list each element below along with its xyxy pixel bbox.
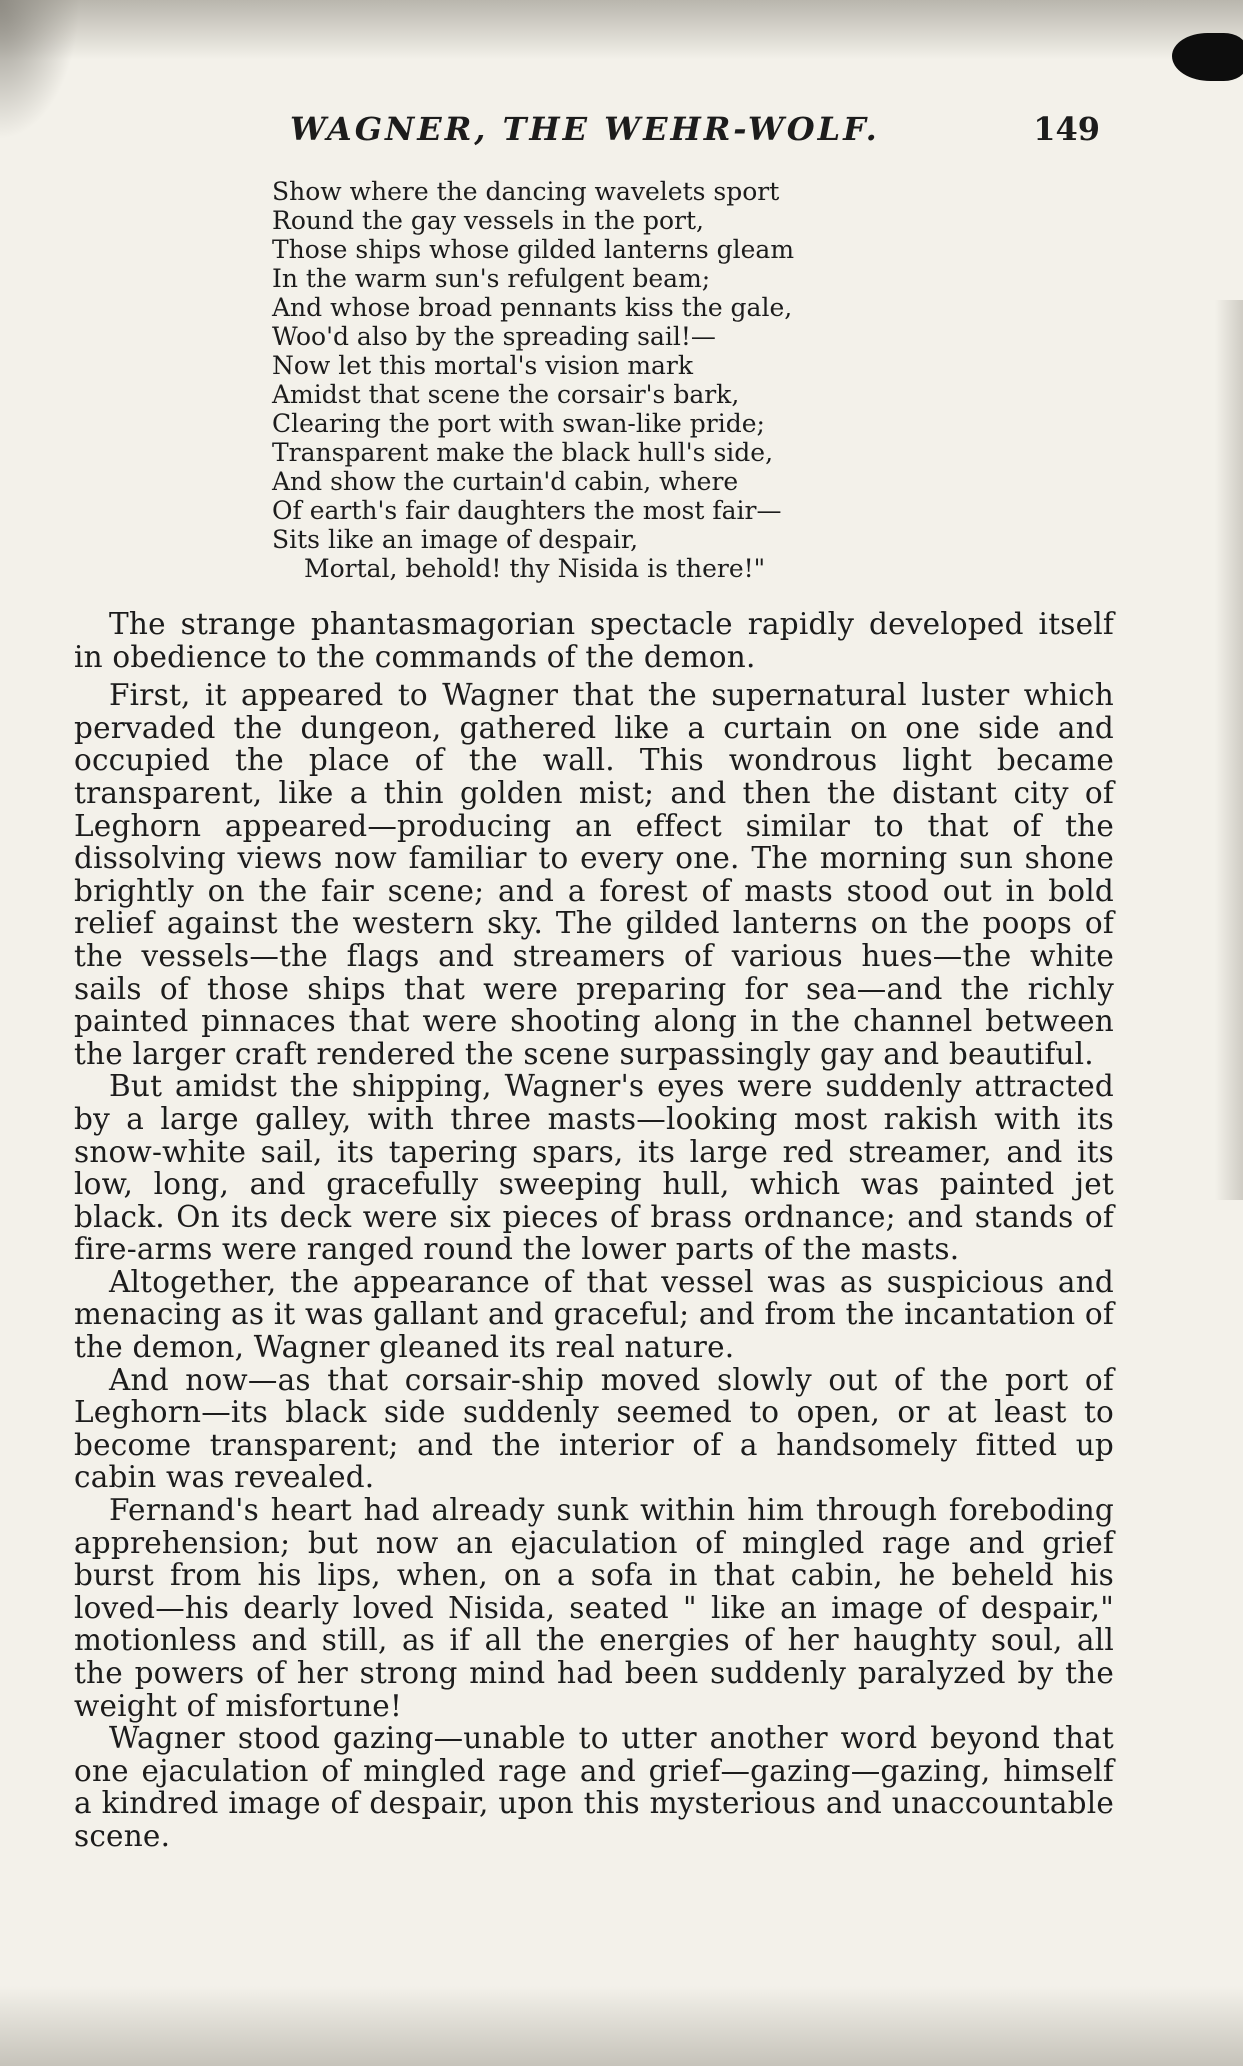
paragraph: And now—as that corsair-ship moved slowly out of the port of Leghorn—its black side suddenly seemed to open, or at least to become transparent; and the interior of a handsomely fitted up cabin was revealed. (74, 1362, 1114, 1495)
body-text (74, 608, 1114, 1853)
scan-edge-right (1215, 300, 1243, 1200)
verse-line: Those ships whose gilded lanterns gleam (272, 235, 795, 264)
verse-line: Show where the dancing wavelets sport (272, 177, 780, 206)
paragraph: Wagner stood gazing—unable to utter another word beyond that one ejaculation of mingled rage and grief—gazing—gazing, himself a kindred image of despair, upon this mysterious and unaccountable scene. (74, 1721, 1114, 1853)
running-head (290, 110, 1100, 150)
scan-edge-top (0, 0, 1243, 60)
verse-line: Amidst that scene the corsair's bark, (272, 380, 740, 409)
verse-line: Mortal, behold! thy Nisida is there!" (304, 554, 766, 583)
page-number: 149 (1033, 110, 1100, 148)
paragraph: The strange phantasmagorian spectacle rapidly developed itself in obedience to the commands of the demon. (74, 607, 1114, 674)
verse-line: And show the curtain'd cabin, where (272, 467, 739, 496)
paragraph: But amidst the shipping, Wagner's eyes were suddenly attracted by a large galley, with three masts—looking most rakish with its snow-white sail, its tapering spars, its large red streamer, and its low, long, and gracefully sweeping hull, which was painted jet black. On its deck were six pieces of brass ordnance; and stands of fire-arms were ranged round the lower parts of the masts. (74, 1069, 1114, 1267)
paragraph: Fernand's heart had already sunk within him through foreboding apprehension; but now an ejaculation of mingled rage and grief burst from his lips, when, on a sofa in that cabin, he beheld his loved—his dearly loved Nisida, seated " like an image of despair," motionless and still, as if all the energies of her haughty soul, all the powers of her strong mind had been suddenly paralyzed by the weight of misfortune! (74, 1493, 1114, 1723)
paragraph: First, it appeared to Wagner that the supernatural luster which pervaded the dungeon, gathered like a curtain on one side and occupied the place of the wall. This wondrous light became transparent, like a thin golden mist; and then the distant city of Leghorn appeared—producing an effect similar to that of the dissolving views now familiar to every one. The morning sun shone brightly on the fair scene; and a forest of masts stood out in bold relief against the western sky. The gilded lanterns on the poops of the vessels—the flags and streamers of various hues—the white sails of those ships that were preparing for sea—and the richly painted pinnaces that were shooting along in the channel between the larger craft rendered the scene surpassingly gay and beautiful. (74, 678, 1114, 1071)
verse-line: Round the gay vessels in the port, (272, 206, 704, 235)
verse-line: Sits like an image of despair, (272, 525, 639, 554)
verse-line: Of earth's fair daughters the most fair— (272, 496, 782, 525)
verse-line: And whose broad pennants kiss the gale, (272, 293, 793, 322)
verse-line: Clearing the port with swan-like pride; (272, 409, 765, 438)
verse-line: Woo'd also by the spreading sail!— (272, 322, 716, 351)
verse-line: Now let this mortal's vision mark (272, 351, 694, 380)
verse-line: In the warm sun's refulgent beam; (272, 264, 711, 293)
paragraph: Altogether, the appearance of that vessel was as suspicious and menacing as it was gallant and graceful; and from the incantation of the demon, Wagner gleaned its real nature. (74, 1264, 1114, 1365)
verse-line: Transparent make the black hull's side, (272, 438, 774, 467)
verse-block (272, 177, 872, 583)
ink-blot-mark (1172, 33, 1243, 81)
scan-corner-shadow (0, 0, 80, 140)
running-head-title: WAGNER, THE WEHR-WOLF. (290, 110, 880, 148)
scan-edge-bottom (0, 1986, 1243, 2066)
